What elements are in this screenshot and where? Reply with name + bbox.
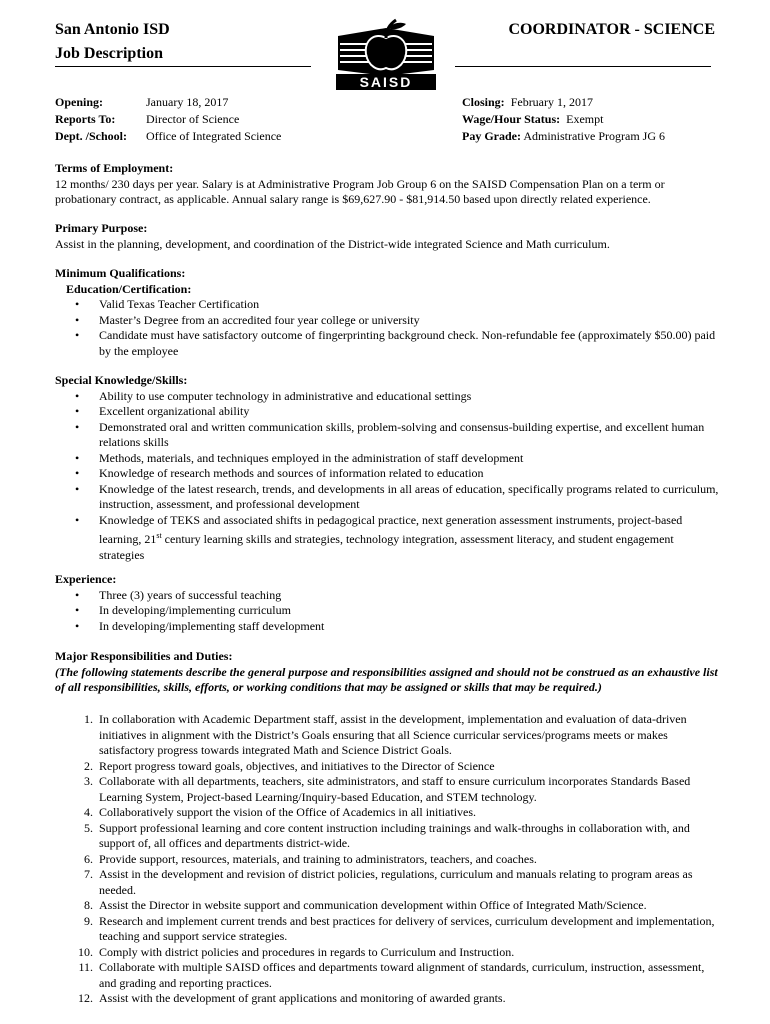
list-item: • In developing/implementing staff development (55, 619, 720, 635)
duty-text: Report progress toward goals, objectives, and initiatives to the Director of Science (99, 758, 495, 773)
duty-text: In collaboration with Academic Department staff, assist in the development, implementation and evaluation of data-driven initiatives in alignment with the District’s Goals ensuring that all Science curricular services/programs meets or makes satisfactory progress towards integrated Math and Science District Goals. (99, 712, 687, 757)
duty-text: Assist in the development and revision of district policies, regulations, curriculum and manuals relating to program areas as needed. (99, 867, 693, 897)
list-item: • Excellent organizational ability (55, 404, 720, 420)
duty-number: 2. (84, 758, 93, 773)
purpose-section (55, 221, 720, 252)
list-item: • Master’s Degree from an accredited four year college or university (55, 313, 720, 329)
position-title: COORDINATOR - SCIENCE (508, 21, 715, 38)
list-item: • In developing/implementing curriculum (55, 603, 720, 619)
education-heading: Education/Certification: (66, 281, 192, 296)
duty-text: Comply with district policies and procedures in regards to Curriculum and Instruction. (99, 944, 515, 959)
duty-text: Assist with the development of grant applications and monitoring of awarded grants. (99, 991, 506, 1005)
duty-item (55, 774, 720, 805)
header-rule-left (55, 66, 311, 67)
list-item: • Valid Texas Teacher Certification (55, 297, 720, 313)
list-item (55, 513, 720, 564)
list-item: • Demonstrated oral and written communication skills, problem-solving and consensus-building expertise, and excellent human relations skills (55, 420, 720, 451)
duty-number: 12. (78, 991, 93, 1005)
header-rule-right (455, 66, 711, 67)
terms-heading: Terms of Employment: (55, 161, 174, 175)
apple-logo-icon (330, 14, 442, 94)
duty-number: 5. (84, 820, 93, 835)
duty-item (55, 852, 720, 868)
doc-type: Job Description (55, 45, 163, 62)
wage-label: Wage/Hour Status: (462, 112, 561, 126)
closing-label: Closing: (462, 95, 505, 109)
duty-text: Collaborate with all departments, teachers, site administrators, and staff to ensure curriculum incorporates Standards Based Learning System, Project-based Learning/Inquiry-based Education, and STEM technology. (99, 774, 691, 804)
skills-list (55, 389, 720, 564)
terms-text: 12 months/ 230 days per year. Salary is at Administrative Program Job Group 6 on the SAISD Compensation Plan on a term or probationary contract, as applicable. Annual salary range is $69,627.90 - $81,914.50 based upon directly related experience. (55, 176, 665, 206)
closing-value: February 1, 2017 (510, 95, 594, 109)
qualifications-heading: Minimum Qualifications: (55, 266, 186, 280)
duty-item (55, 991, 720, 1007)
list-item: • Knowledge of research methods and sources of information related to education (55, 466, 720, 482)
list-item: • Methods, materials, and techniques employed in the administration of staff development (55, 451, 720, 467)
saisd-logo (330, 14, 442, 94)
org-name: San Antonio ISD (55, 21, 170, 38)
opening-label: Opening: (55, 95, 104, 109)
list-item: • Three (3) years of successful teaching (55, 588, 720, 604)
list-item: • Knowledge of the latest research, trends, and developments in all areas of education, specifically programs related to curriculum, instruction, assessment, and professional development (55, 482, 720, 513)
duty-item (55, 914, 720, 945)
skills-last-a: Knowledge of TEKS and associated shifts in pedagogical practice, next generation assessment instruments, project-based learning, 21 (99, 512, 683, 546)
list-item: • Ability to use computer technology in administrative and educational settings (55, 389, 720, 405)
duties-note: (The following statements describe the general purpose and responsibilities assigned and should not be construed as an exhaustive list of all responsibilities, skills, efforts, or working conditions that may be assigned or skills that may be required.) (55, 664, 718, 694)
experience-heading: Experience: (55, 572, 117, 586)
purpose-heading: Primary Purpose: (55, 221, 148, 235)
reports-value: Director of Science (146, 112, 240, 126)
duty-number: 1. (84, 712, 93, 726)
reports-label: Reports To: (55, 112, 116, 126)
dept-value: Office of Integrated Science (146, 129, 282, 143)
duty-item (55, 759, 720, 775)
duty-number: 7. (84, 867, 93, 881)
qualifications-section (55, 266, 720, 359)
skills-last-b: century learning skills and strategies, technology integration, assessment literacy, and student engagement strategies (99, 532, 674, 562)
duty-number: 6. (84, 851, 93, 866)
duty-item (55, 945, 720, 961)
skills-last-sup: st (156, 531, 162, 540)
duties-list (55, 712, 720, 1007)
duty-number: 3. (84, 774, 93, 788)
duty-item (55, 960, 720, 991)
experience-list (55, 588, 720, 635)
duty-text: Assist the Director in website support and communication development within Office of Integrated Math/Science. (99, 898, 647, 912)
purpose-text: Assist in the planning, development, and coordination of the District-wide integrated Science and Math curriculum. (55, 236, 610, 251)
skills-heading: Special Knowledge/Skills: (55, 373, 188, 387)
duty-text: Research and implement current trends and best practices for delivery of services, curriculum development and implementation, teaching and support service strategies. (99, 913, 715, 943)
education-list (55, 297, 720, 359)
duty-number: 11. (78, 960, 93, 974)
pay-label: Pay Grade: (462, 129, 521, 143)
meta-right (462, 94, 665, 145)
pay-value: Administrative Program JG 6 (523, 129, 665, 143)
duty-number: 10. (78, 944, 93, 959)
duty-item (55, 867, 720, 898)
duty-item (55, 898, 720, 914)
meta-left (55, 94, 281, 145)
duty-text: Provide support, resources, materials, and training to administrators, teachers, and coaches. (99, 851, 537, 866)
duties-heading: Major Responsibilities and Duties: (55, 649, 233, 663)
list-item: • Candidate must have satisfactory outcome of fingerprinting background check. Non-refundable fee (approximately $50.00) paid by the employee (55, 328, 720, 359)
opening-value: January 18, 2017 (146, 95, 229, 109)
duty-item (55, 821, 720, 852)
dept-label: Dept. /School: (55, 129, 127, 143)
duty-text: Collaboratively support the vision of the Office of Academics in all initiatives. (99, 805, 477, 819)
duties-section (55, 649, 720, 696)
skills-section (55, 373, 720, 563)
terms-section (55, 161, 720, 208)
wage-value: Exempt (566, 112, 604, 126)
duties-list-wrap (55, 712, 720, 1007)
duty-number: 9. (84, 913, 93, 928)
experience-section (55, 572, 720, 634)
duty-text: Support professional learning and core content instruction including trainings and walk-throughs in collaboration with, and support of, all offices and departments district-wide. (99, 820, 690, 850)
duty-number: 8. (84, 898, 93, 912)
duty-item (55, 712, 720, 759)
duty-text: Collaborate with multiple SAISD offices and departments toward alignment of standards, curriculum, instruction, assessment, and grading and reporting practices. (99, 960, 705, 990)
logo-text: SAISD (359, 74, 413, 90)
duty-item (55, 805, 720, 821)
duty-number: 4. (84, 805, 93, 819)
